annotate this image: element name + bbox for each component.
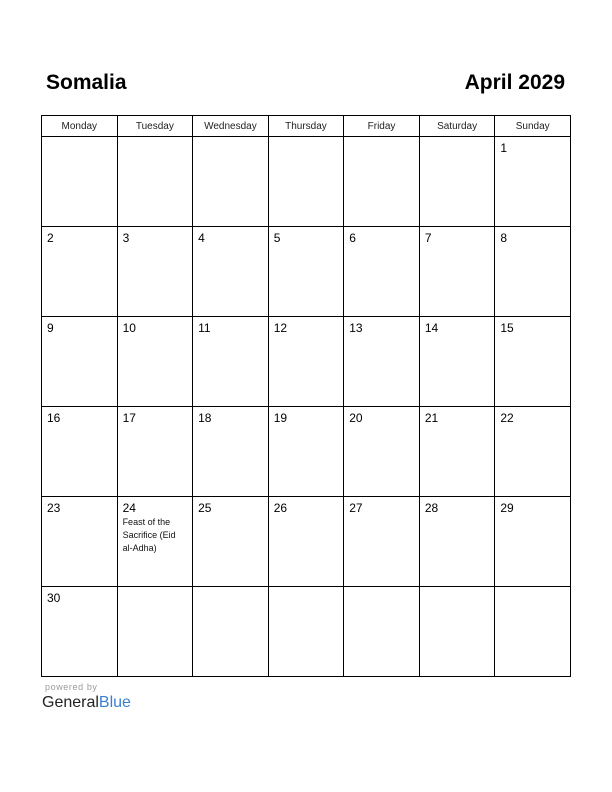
holiday-label: Feast of the Sacrifice (Eid al-Adha) bbox=[122, 517, 176, 553]
day-cell bbox=[117, 497, 193, 587]
empty-day-cell bbox=[495, 587, 571, 677]
day-number: 5 bbox=[273, 231, 281, 245]
day-number: 29 bbox=[500, 501, 514, 515]
day-number: 27 bbox=[349, 501, 363, 515]
day-cell bbox=[344, 227, 420, 317]
empty-day-cell bbox=[193, 587, 269, 677]
brand-blue-text: Blue bbox=[98, 694, 131, 711]
day-number: 16 bbox=[47, 411, 61, 425]
day-cell bbox=[495, 137, 571, 227]
day-number: 11 bbox=[198, 321, 211, 335]
weekday-header: Wednesday bbox=[193, 116, 269, 137]
day-cell bbox=[117, 317, 193, 407]
day-cell bbox=[495, 317, 571, 407]
day-cell bbox=[193, 497, 269, 587]
empty-day-cell bbox=[268, 137, 344, 227]
day-number: 21 bbox=[424, 411, 439, 425]
brand-general-text: General bbox=[42, 694, 99, 711]
weekday-header-row bbox=[42, 116, 571, 137]
day-number: 1 bbox=[500, 141, 508, 155]
weekday-header: Monday bbox=[42, 116, 118, 137]
day-number: 8 bbox=[500, 231, 508, 245]
weekday-header: Sunday bbox=[495, 116, 571, 137]
empty-day-cell bbox=[117, 137, 193, 227]
generalblue-logo[interactable] bbox=[42, 693, 131, 713]
day-cell bbox=[419, 407, 495, 497]
calendar-month-title: April 2029 bbox=[464, 71, 565, 94]
day-cell bbox=[193, 407, 269, 497]
empty-day-cell bbox=[42, 137, 118, 227]
day-cell bbox=[42, 227, 118, 317]
day-cell bbox=[344, 407, 420, 497]
empty-day-cell bbox=[344, 137, 420, 227]
day-number: 14 bbox=[424, 321, 439, 335]
day-cell bbox=[419, 227, 495, 317]
day-number: 23 bbox=[47, 501, 61, 515]
calendar-week-row bbox=[42, 227, 571, 317]
day-cell bbox=[268, 497, 344, 587]
empty-day-cell bbox=[268, 587, 344, 677]
day-cell bbox=[495, 227, 571, 317]
day-number: 24 bbox=[122, 501, 136, 515]
day-number: 13 bbox=[349, 321, 363, 335]
day-cell bbox=[193, 227, 269, 317]
empty-day-cell bbox=[117, 587, 193, 677]
day-number: 7 bbox=[424, 231, 432, 245]
calendar-week-row bbox=[42, 497, 571, 587]
empty-day-cell bbox=[419, 587, 495, 677]
day-number: 2 bbox=[47, 231, 54, 245]
calendar-body bbox=[42, 137, 571, 677]
day-number: 26 bbox=[273, 501, 288, 515]
weekday-header: Friday bbox=[344, 116, 420, 137]
day-number: 28 bbox=[424, 501, 439, 515]
empty-day-cell bbox=[344, 587, 420, 677]
day-number: 19 bbox=[273, 411, 288, 425]
day-cell bbox=[268, 317, 344, 407]
day-cell bbox=[268, 227, 344, 317]
day-cell bbox=[419, 497, 495, 587]
powered-by-label: powered by bbox=[45, 682, 98, 692]
day-number: 20 bbox=[349, 411, 363, 425]
day-cell bbox=[42, 407, 118, 497]
day-cell bbox=[117, 407, 193, 497]
day-number: 3 bbox=[122, 231, 130, 245]
day-number: 10 bbox=[122, 321, 136, 335]
day-cell bbox=[42, 587, 118, 677]
calendar-week-row bbox=[42, 407, 571, 497]
day-cell bbox=[344, 317, 420, 407]
calendar-week-row bbox=[42, 317, 571, 407]
day-number: 30 bbox=[47, 591, 61, 605]
day-cell bbox=[42, 497, 118, 587]
calendar-week-row bbox=[42, 137, 571, 227]
day-cell bbox=[117, 227, 193, 317]
day-cell bbox=[495, 497, 571, 587]
weekday-header: Saturday bbox=[419, 116, 495, 137]
empty-day-cell bbox=[193, 137, 269, 227]
day-number: 17 bbox=[122, 411, 136, 425]
day-number: 9 bbox=[47, 321, 54, 335]
day-cell bbox=[42, 317, 118, 407]
empty-day-cell bbox=[419, 137, 495, 227]
day-cell bbox=[268, 407, 344, 497]
day-number: 6 bbox=[349, 231, 356, 245]
day-number: 4 bbox=[198, 231, 205, 245]
weekday-header: Tuesday bbox=[117, 116, 193, 137]
day-number: 25 bbox=[198, 501, 212, 515]
calendar-grid bbox=[41, 115, 571, 677]
calendar-week-row bbox=[42, 587, 571, 677]
day-number: 18 bbox=[198, 411, 212, 425]
day-number: 15 bbox=[500, 321, 514, 335]
day-cell bbox=[344, 497, 420, 587]
day-number: 12 bbox=[273, 321, 288, 335]
day-cell bbox=[193, 317, 269, 407]
day-cell bbox=[419, 317, 495, 407]
calendar-country-title: Somalia bbox=[46, 71, 127, 94]
weekday-header: Thursday bbox=[268, 116, 344, 137]
day-cell bbox=[495, 407, 571, 497]
day-number: 22 bbox=[500, 411, 514, 425]
